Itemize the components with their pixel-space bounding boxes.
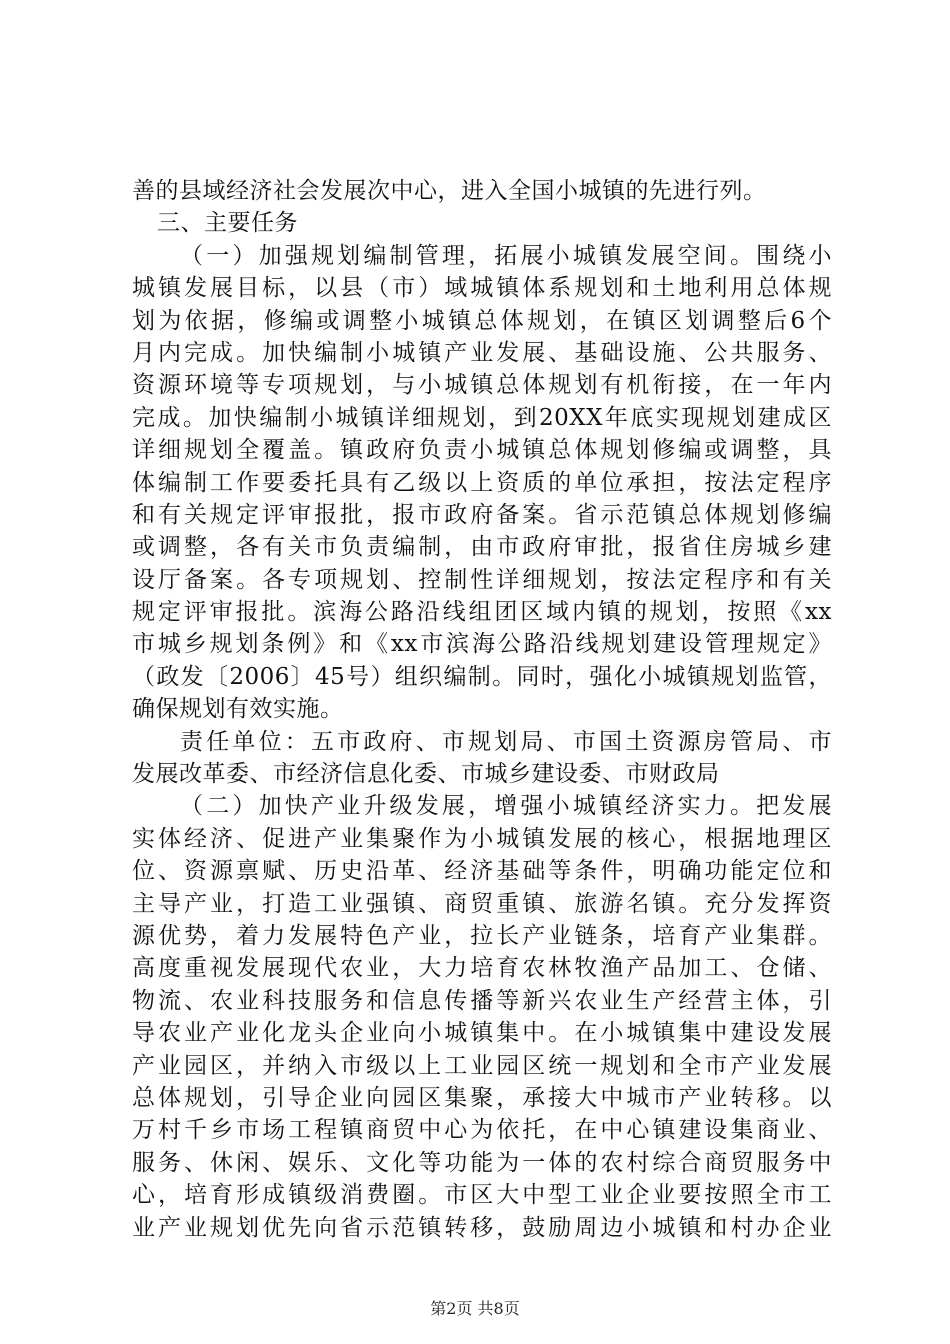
text-line: 月内完成。加快编制小城镇产业发展、基础设施、公共服务、 xyxy=(132,339,832,366)
text-line: 划为依据，修编或调整小城镇总体规划，在镇区划调整后6个 xyxy=(132,307,832,334)
text-line: 心，培育形成镇级消费圈。市区大中型工业企业要按照全市工 xyxy=(132,1182,832,1209)
text-line: 善的县域经济社会发展次中心，进入全国小城镇的先进行列。 xyxy=(132,178,767,204)
text-line: 高度重视发展现代农业，大力培育农林牧渔产品加工、仓储、 xyxy=(132,955,832,982)
text-line: 体编制工作要委托具有乙级以上资质的单位承担，按法定程序 xyxy=(132,469,832,496)
text-line: 导农业产业化龙头企业向小城镇集中。在小城镇集中建设发展 xyxy=(132,1020,832,1047)
text-line: 确保规划有效实施。 xyxy=(132,696,344,723)
page-footer: 第2页 共8页 xyxy=(430,1299,520,1318)
text-line: 三、主要任务 xyxy=(157,210,298,237)
text-line: 或调整，各有关市负责编制，由市政府审批，报省住房城乡建 xyxy=(132,534,832,561)
text-line: 市城乡规划条例》和《xx市滨海公路沿线规划建设管理规定》 xyxy=(132,631,832,658)
text-line: 和有关规定评审报批，报市政府备案。省示范镇总体规划修编 xyxy=(132,501,832,528)
text-line: （政发〔2006〕45号）组织编制。同时，强化小城镇规划监管， xyxy=(132,663,832,690)
text-line: 物流、农业科技服务和信息传播等新兴农业生产经营主体，引 xyxy=(132,987,832,1014)
text-line: 源优势，着力发展特色产业，拉长产业链条，培育产业集群。 xyxy=(132,922,832,949)
text-line: 完成。加快编制小城镇详细规划，到20XX年底实现规划建成区 xyxy=(132,404,832,431)
document-body xyxy=(132,175,832,1244)
text-line: 规定评审报批。滨海公路沿线组团区域内镇的规划，按照《xx xyxy=(132,599,832,626)
text-line: 万村千乡市场工程镇商贸中心为依托，在中心镇建设集商业、 xyxy=(132,1117,832,1144)
text-line: 产业园区，并纳入市级以上工业园区统一规划和全市产业发展 xyxy=(132,1052,832,1079)
text-line: 责任单位：五市政府、市规划局、市国土资源房管局、市 xyxy=(180,728,832,755)
text-line: 服务、休闲、娱乐、文化等功能为一体的农村综合商贸服务中 xyxy=(132,1149,832,1176)
text-line: （二）加快产业升级发展，增强小城镇经济实力。把发展 xyxy=(180,793,832,820)
text-line: 城镇发展目标，以县（市）域城镇体系规划和土地利用总体规 xyxy=(132,275,832,302)
text-line: 资源环境等专项规划，与小城镇总体规划有机衔接，在一年内 xyxy=(132,372,832,399)
text-line: （一）加强规划编制管理，拓展小城镇发展空间。围绕小 xyxy=(180,242,832,269)
text-line: 设厅备案。各专项规划、控制性详细规划，按法定程序和有关 xyxy=(132,566,832,593)
text-line: 发展改革委、市经济信息化委、市城乡建设委、市财政局 xyxy=(132,761,720,788)
text-line: 位、资源禀赋、历史沿革、经济基础等条件，明确功能定位和 xyxy=(132,858,832,885)
text-line: 详细规划全覆盖。镇政府负责小城镇总体规划修编或调整，具 xyxy=(132,437,832,464)
text-line: 主导产业，打造工业强镇、商贸重镇、旅游名镇。充分发挥资 xyxy=(132,890,832,917)
text-line: 业产业规划优先向省示范镇转移，鼓励周边小城镇和村办企业 xyxy=(132,1214,832,1241)
text-line: 总体规划，引导企业向园区集聚，承接大中城市产业转移。以 xyxy=(132,1084,832,1111)
text-line: 实体经济、促进产业集聚作为小城镇发展的核心，根据地理区 xyxy=(132,825,832,852)
